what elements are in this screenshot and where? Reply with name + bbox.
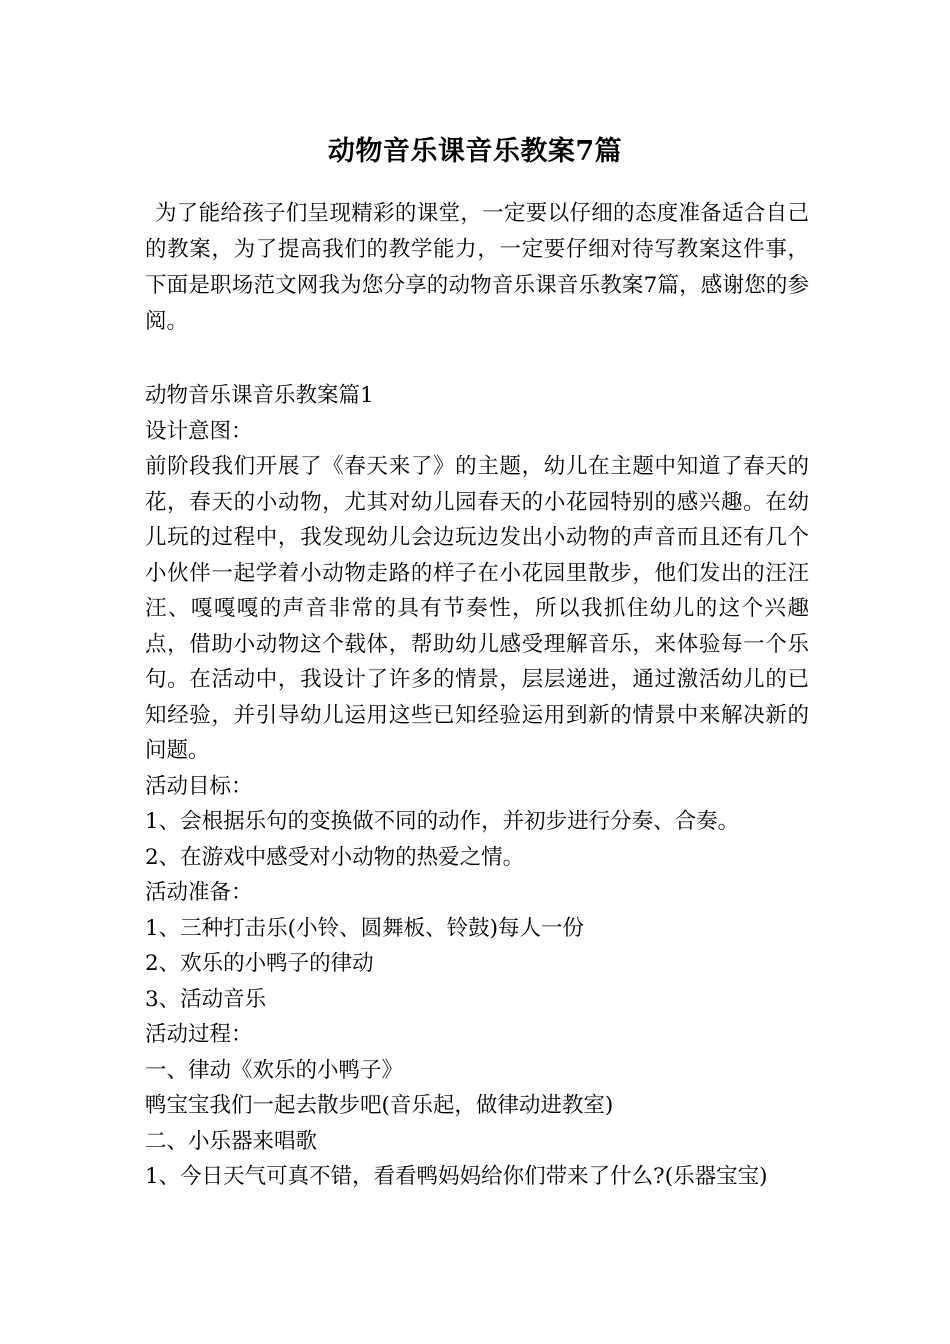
goal-item: 1、会根据乐句的变换做不同的动作，并初步进行分奏、合奏。 <box>145 809 740 834</box>
intro-paragraph: 为了能给孩子们呈现精彩的课堂，一定要以仔细的态度准备适合自己的教案，为了提高我们的教学能力，一定要仔细对待写教案这件事，下面是职场范文网我为您分享的动物音乐课音乐教案7篇，感谢您的参阅。 <box>145 201 809 334</box>
document-title: 动物音乐课音乐教案7篇 <box>327 136 623 167</box>
goals-label: 活动目标： <box>145 773 253 799</box>
section-heading: 动物音乐课音乐教案篇1 <box>145 383 374 408</box>
prep-item: 2、欢乐的小鸭子的律动 <box>145 951 374 976</box>
prep-item: 3、活动音乐 <box>145 986 267 1012</box>
design-label: 设计意图： <box>145 418 253 444</box>
step-heading: 一、律动《欢乐的小鸭子》 <box>145 1057 404 1083</box>
goal-item: 2、在游戏中感受对小动物的热爱之情。 <box>145 844 525 870</box>
document-body <box>145 378 809 1195</box>
step-text: 1、今日天气可真不错，看看鸭妈妈给你们带来了什么?(乐器宝宝) <box>145 1164 768 1189</box>
design-paragraph: 前阶段我们开展了《春天来了》的主题，幼儿在主题中知道了春天的花，春天的小动物，尤其对幼儿园春天的小花园特别的感兴趣。在幼儿玩的过程中，我发现幼儿会边玩边发出小动物的声音而且还有几个小伙伴一起学着小动物走路的样子在小花园里散步，他们发出的汪汪汪、嘎嘎嘎的声音非常的具有节奏性，所以我抓住幼儿的这个兴趣点，借助小动物这个载体，帮助幼儿感受理解音乐，来体验每一个乐句。在活动中，我设计了许多的情景，层层递进，通过激活幼儿的已知经验，并引导幼儿运用这些已知经验运用到新的情景中来解决新的问题。 <box>145 454 809 763</box>
prep-item: 1、三种打击乐(小铃、圆舞板、铃鼓)每人一份 <box>145 915 584 941</box>
prep-label: 活动准备： <box>145 880 253 905</box>
step-text: 鸭宝宝我们一起去散步吧(音乐起，做律动进教室) <box>145 1093 614 1118</box>
step-heading: 二、小乐器来唱歌 <box>145 1128 318 1154</box>
process-label: 活动过程： <box>145 1022 253 1047</box>
